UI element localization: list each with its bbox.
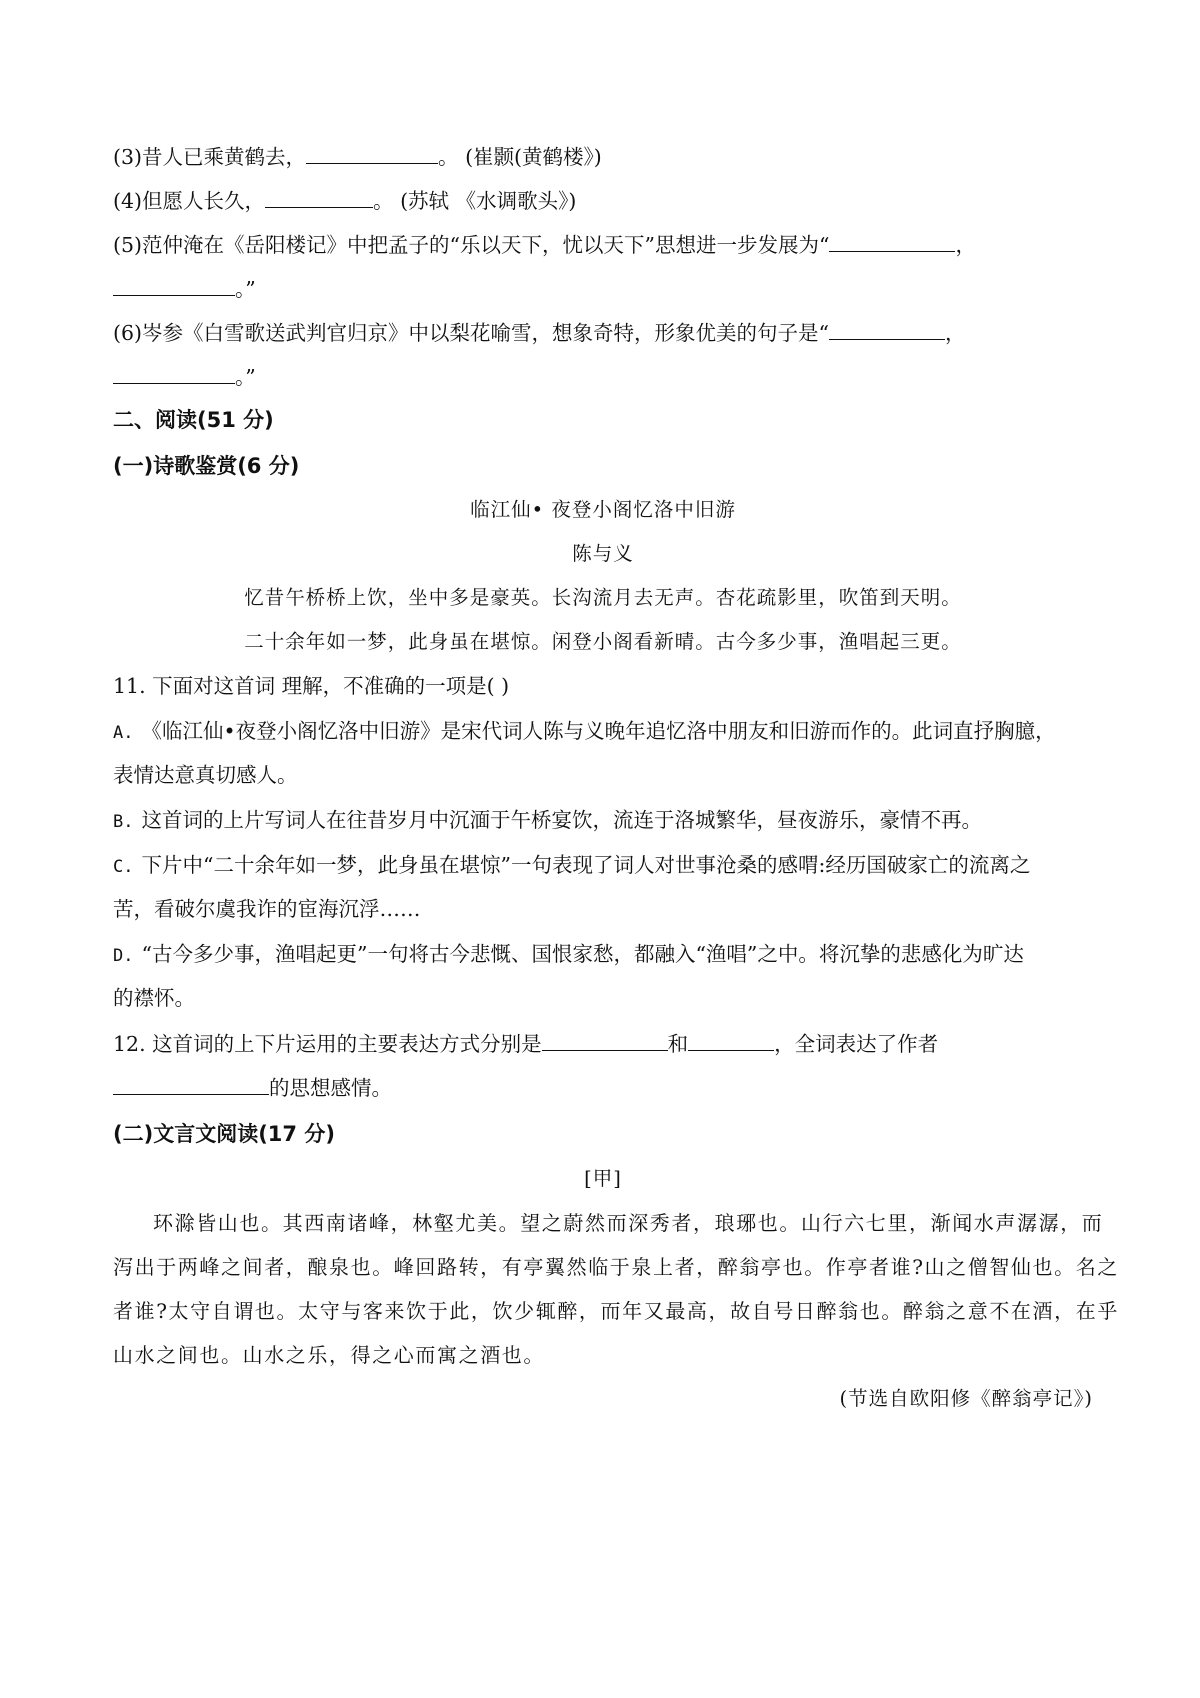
q5-answer-blank-1[interactable]	[829, 229, 955, 252]
q12-blank-3[interactable]	[113, 1072, 269, 1095]
option-a-text-1: 《临江仙•夜登小阁忆洛中旧游》是宋代词人陈与义晚年追忆洛中朋友和旧游而作的。此词直抒胸臆，	[141, 719, 1056, 743]
passage-line-4: 山水之间也。山水之乐，得之心而寓之酒也。	[113, 1343, 545, 1367]
option-c-label: C.	[113, 857, 134, 877]
q12-part4: 的思想感情。	[269, 1076, 392, 1100]
q5-comma: ，	[955, 233, 976, 257]
passage-line-2: 泻出于两峰之间者，酿泉也。峰回路转，有亭翼然临于泉上者，醉翁亭也。作亭者谁?山之僧智仙也。名之	[113, 1255, 1119, 1279]
q6-answer-blank-2[interactable]	[113, 361, 235, 384]
q4-prefix: (4)但愿人长久，	[113, 189, 266, 213]
passage-source: (节选自欧阳修《醉翁亭记》)	[839, 1387, 1093, 1410]
poem-author: 陈与义	[572, 542, 634, 565]
q3-suffix: 。 (崔颢(黄鹤楼》)	[438, 145, 602, 169]
dictation-q6-line1	[113, 317, 966, 348]
option-b-label: B.	[113, 812, 134, 832]
passage-line-1	[113, 1208, 1104, 1238]
q11-option-d-line2: 的襟怀。	[113, 986, 195, 1010]
q12-part2: 和	[667, 1032, 689, 1056]
dictation-q5-line2	[113, 273, 256, 304]
poem-line-1: 忆昔午桥桥上饮，坐中多是豪英。长沟流月去无声。杏花疏影里，吹笛到天明。	[244, 586, 962, 609]
q6-comma: ，	[945, 321, 966, 345]
classical-heading: (二)文言文阅读(17 分)	[113, 1122, 335, 1146]
option-d-label: D.	[113, 946, 134, 966]
q4-answer-blank[interactable]	[265, 185, 373, 208]
q11-option-a-line1	[113, 716, 1056, 748]
q12-blank-1[interactable]	[542, 1028, 668, 1051]
q5-text: (5)范仲淹在《岳阳楼记》中把孟子的“乐以天下，忧以天下”思想进一步发展为“	[113, 233, 830, 257]
q12-part1: 12. 这首词的上下片运用的主要表达方式分别是	[113, 1032, 542, 1056]
q4-suffix: 。 (苏轼 《水调歌头》)	[373, 189, 577, 213]
option-c-text-1: 下片中“二十余年如一梦，此身虽在堪惊”一句表现了词人对世事沧桑的感喟:经历国破家亡的流离之	[141, 853, 1031, 877]
option-b-text: 这首词的上片写词人在往昔岁月中沉湎于午桥宴饮，流连于洛城繁华，昼夜游乐，豪情不再。	[141, 808, 982, 832]
q6-end: 。”	[235, 365, 256, 389]
q11-option-b	[113, 805, 982, 837]
q5-answer-blank-2[interactable]	[113, 273, 235, 296]
poetry-heading: (一)诗歌鉴赏(6 分)	[113, 454, 300, 478]
dictation-q3	[113, 141, 602, 172]
option-d-text-1: “古今多少事，渔唱起更”一句将古今悲慨、国恨家愁，都融入“渔唱”之中。将沉挚的悲感化为旷达	[141, 942, 1024, 966]
dictation-q5-line1	[113, 229, 976, 260]
passage-text-1: 环滁皆山也。其西南诸峰，林壑尤美。望之蔚然而深秀者，琅琊也。山行六七里，渐闻水声潺潺，而	[153, 1211, 1104, 1235]
q11-stem: 11. 下面对这首词 理解，不准确的一项是( )	[113, 674, 510, 698]
dictation-q6-line2	[113, 361, 256, 392]
q12-line1	[113, 1028, 938, 1059]
poem-title: 临江仙• 夜登小阁忆洛中旧游	[470, 498, 736, 521]
q11-option-c-line1	[113, 850, 1030, 882]
passage-label: [甲]	[584, 1167, 622, 1190]
q12-part3: ，全词表达了作者	[774, 1032, 939, 1056]
q11-option-a-line2: 表情达意真切感人。	[113, 763, 298, 787]
q3-answer-blank[interactable]	[306, 141, 438, 164]
q12-blank-2[interactable]	[688, 1028, 774, 1051]
q6-answer-blank-1[interactable]	[829, 317, 945, 340]
q6-text: (6)岑参《白雪歌送武判官归京》中以梨花喻雪，想象奇特，形象优美的句子是“	[113, 321, 830, 345]
q11-option-c-line2: 苦，看破尔虞我诈的宦海沉浮……	[113, 897, 421, 921]
q3-prefix: (3)昔人已乘黄鹤去，	[113, 145, 307, 169]
section2-heading: 二、阅读(51 分)	[113, 408, 274, 432]
q11-option-d-line1	[113, 939, 1024, 971]
passage-line-3: 者谁?太守自谓也。太守与客来饮于此，饮少辄醉，而年又最高，故自号日醉翁也。醉翁之意不在酒，在乎	[113, 1299, 1119, 1323]
q12-line2	[113, 1072, 392, 1103]
q5-end: 。”	[235, 277, 256, 301]
option-a-label: A.	[113, 723, 134, 743]
poem-line-2: 二十余年如一梦，此身虽在堪惊。闲登小阁看新晴。古今多少事，渔唱起三更。	[244, 630, 962, 653]
dictation-q4	[113, 185, 576, 216]
